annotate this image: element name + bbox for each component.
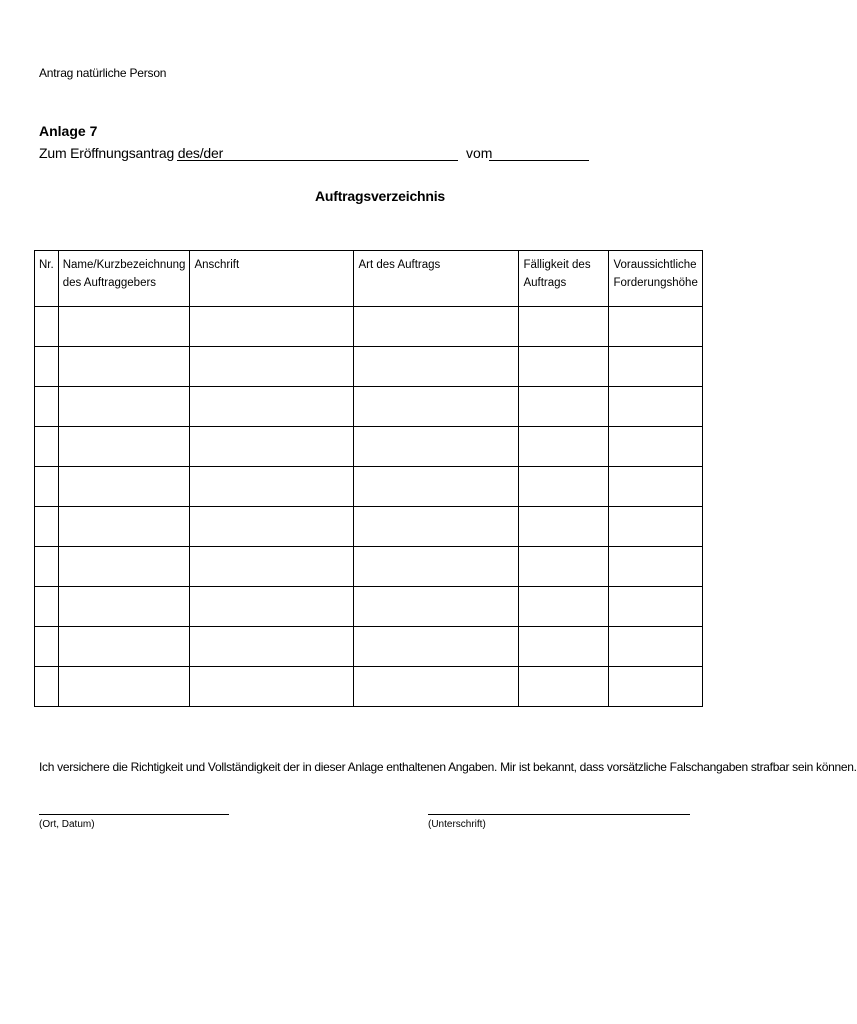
cell-due-date[interactable] bbox=[519, 307, 609, 347]
table-row bbox=[35, 587, 703, 627]
table-row bbox=[35, 347, 703, 387]
cell-client-name[interactable] bbox=[58, 467, 190, 507]
cell-nr[interactable] bbox=[35, 507, 59, 547]
cell-client-name[interactable] bbox=[58, 587, 190, 627]
table-row bbox=[35, 547, 703, 587]
column-header-address: Anschrift bbox=[190, 251, 354, 307]
cell-client-name[interactable] bbox=[58, 627, 190, 667]
cell-address[interactable] bbox=[190, 347, 354, 387]
page-title: Auftragsverzeichnis bbox=[314, 188, 446, 204]
application-date-field[interactable] bbox=[489, 160, 589, 161]
signature-label: (Unterschrift) bbox=[428, 819, 486, 830]
place-date-field[interactable] bbox=[39, 814, 229, 815]
cell-address[interactable] bbox=[190, 627, 354, 667]
cell-nr[interactable] bbox=[35, 427, 59, 467]
cell-due-date[interactable] bbox=[519, 587, 609, 627]
cell-nr[interactable] bbox=[35, 547, 59, 587]
cell-due-date[interactable] bbox=[519, 427, 609, 467]
cell-client-name[interactable] bbox=[58, 507, 190, 547]
table-row bbox=[35, 667, 703, 707]
cell-claim-amount[interactable] bbox=[609, 307, 702, 347]
cell-claim-amount[interactable] bbox=[609, 427, 702, 467]
applicant-name-field[interactable] bbox=[177, 160, 458, 161]
table-body bbox=[35, 307, 703, 707]
cell-due-date[interactable] bbox=[519, 667, 609, 707]
column-header-client-name: Name/Kurzbezeichnung des Auftraggebers bbox=[58, 251, 190, 307]
cell-due-date[interactable] bbox=[519, 387, 609, 427]
cell-client-name[interactable] bbox=[58, 547, 190, 587]
table-row bbox=[35, 507, 703, 547]
cell-nr[interactable] bbox=[35, 307, 59, 347]
cell-due-date[interactable] bbox=[519, 507, 609, 547]
cell-claim-amount[interactable] bbox=[609, 387, 702, 427]
cell-order-type[interactable] bbox=[354, 587, 519, 627]
form-type-note: Antrag natürliche Person bbox=[39, 66, 167, 80]
cell-order-type[interactable] bbox=[354, 667, 519, 707]
cell-address[interactable] bbox=[190, 587, 354, 627]
cell-client-name[interactable] bbox=[58, 667, 190, 707]
column-header-claim-amount: Voraussichtliche Forderungshöhe bbox=[609, 251, 702, 307]
antrag-prefix-label: Zum Eröffnungsantrag des/der bbox=[39, 145, 224, 161]
cell-order-type[interactable] bbox=[354, 507, 519, 547]
cell-nr[interactable] bbox=[35, 587, 59, 627]
cell-address[interactable] bbox=[190, 507, 354, 547]
cell-due-date[interactable] bbox=[519, 627, 609, 667]
cell-claim-amount[interactable] bbox=[609, 667, 702, 707]
cell-claim-amount[interactable] bbox=[609, 627, 702, 667]
orders-table bbox=[34, 250, 703, 707]
cell-claim-amount[interactable] bbox=[609, 587, 702, 627]
table-row bbox=[35, 627, 703, 667]
place-date-label: (Ort, Datum) bbox=[39, 819, 95, 830]
attachment-number: Anlage 7 bbox=[39, 123, 98, 139]
cell-nr[interactable] bbox=[35, 387, 59, 427]
cell-order-type[interactable] bbox=[354, 307, 519, 347]
cell-order-type[interactable] bbox=[354, 347, 519, 387]
cell-nr[interactable] bbox=[35, 347, 59, 387]
cell-address[interactable] bbox=[190, 667, 354, 707]
cell-due-date[interactable] bbox=[519, 547, 609, 587]
table-row bbox=[35, 467, 703, 507]
table-header-row bbox=[35, 251, 703, 307]
cell-order-type[interactable] bbox=[354, 627, 519, 667]
cell-order-type[interactable] bbox=[354, 547, 519, 587]
cell-client-name[interactable] bbox=[58, 307, 190, 347]
cell-order-type[interactable] bbox=[354, 427, 519, 467]
column-header-nr: Nr. bbox=[35, 251, 59, 307]
cell-client-name[interactable] bbox=[58, 347, 190, 387]
column-header-due-date: Fälligkeit des Auftrags bbox=[519, 251, 609, 307]
cell-nr[interactable] bbox=[35, 627, 59, 667]
cell-client-name[interactable] bbox=[58, 427, 190, 467]
cell-due-date[interactable] bbox=[519, 467, 609, 507]
cell-order-type[interactable] bbox=[354, 387, 519, 427]
cell-address[interactable] bbox=[190, 467, 354, 507]
signature-field[interactable] bbox=[428, 814, 690, 815]
date-label: vom bbox=[466, 145, 493, 161]
cell-due-date[interactable] bbox=[519, 347, 609, 387]
cell-client-name[interactable] bbox=[58, 387, 190, 427]
cell-address[interactable] bbox=[190, 427, 354, 467]
cell-claim-amount[interactable] bbox=[609, 467, 702, 507]
declaration-text: Ich versichere die Richtigkeit und Vollständigkeit der in dieser Anlage enthaltenen Angaben. Mir ist bekannt, dass vorsätzliche Falschangaben strafbar sein können. bbox=[39, 760, 857, 774]
table-row bbox=[35, 427, 703, 467]
cell-nr[interactable] bbox=[35, 467, 59, 507]
cell-claim-amount[interactable] bbox=[609, 547, 702, 587]
cell-nr[interactable] bbox=[35, 667, 59, 707]
cell-claim-amount[interactable] bbox=[609, 507, 702, 547]
cell-address[interactable] bbox=[190, 387, 354, 427]
cell-claim-amount[interactable] bbox=[609, 347, 702, 387]
cell-address[interactable] bbox=[190, 307, 354, 347]
cell-address[interactable] bbox=[190, 547, 354, 587]
table-row bbox=[35, 387, 703, 427]
table-row bbox=[35, 307, 703, 347]
column-header-order-type: Art des Auftrags bbox=[354, 251, 519, 307]
cell-order-type[interactable] bbox=[354, 467, 519, 507]
